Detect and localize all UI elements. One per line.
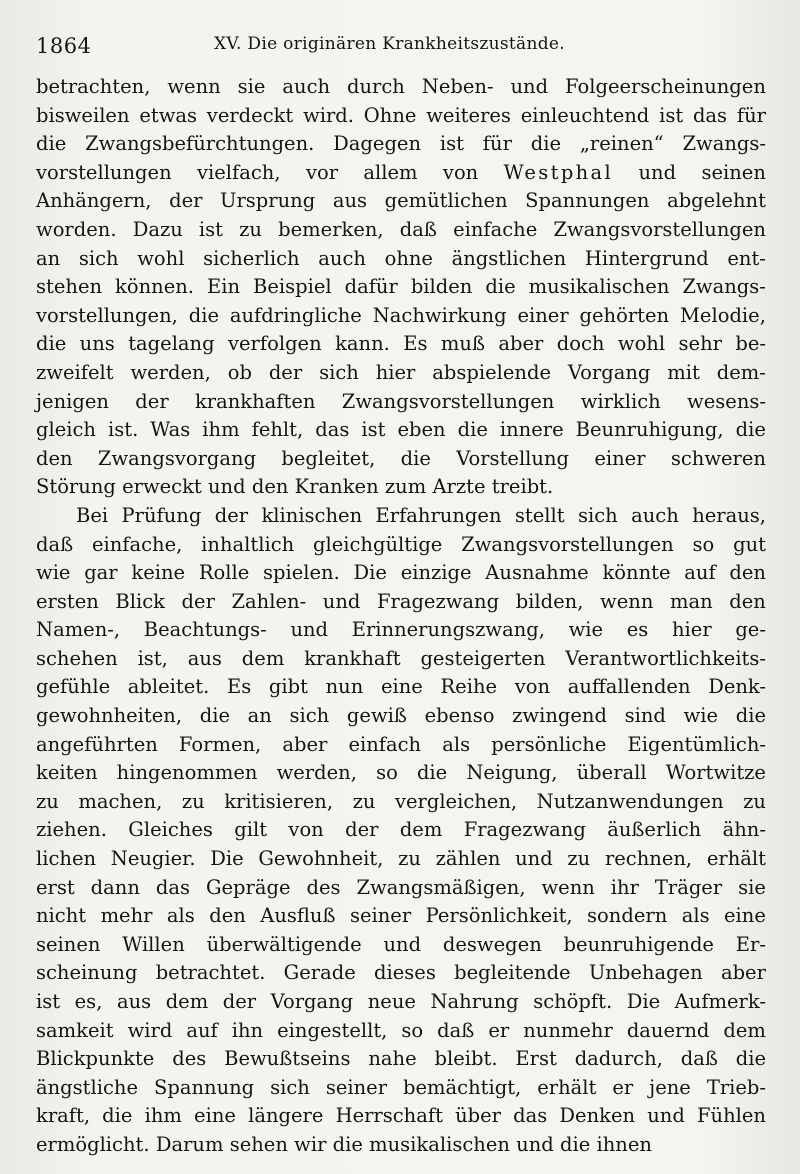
text-line: jenigen der krankhaften Zwangsvorstellungen wirklich wesens- [36, 389, 766, 413]
text-line: Störung erweckt und den Kranken zum Arzte treibt. [36, 475, 554, 499]
text-line: ermöglicht. Darum sehen wir die musikalischen und die ihnen [36, 1132, 652, 1156]
text-line: Bei Prüfung der klinischen Erfahrungen stellt sich auch heraus, [76, 503, 766, 527]
text-line: stehen können. Ein Beispiel dafür bilden die musikalischen Zwangs- [36, 275, 766, 299]
page-number: 1864 [36, 34, 92, 58]
text-line: schehen ist, aus dem krankhaft gesteigerten Verantwortlichkeits- [36, 646, 766, 670]
text-line: vorstellungen, die aufdringliche Nachwirkung einer gehörten Melodie, [36, 303, 766, 327]
text-line: die uns tagelang verfolgen kann. Es muß aber doch wohl sehr be- [36, 332, 766, 356]
text-line: keiten hingenommen werden, so die Neigung, überall Wortwitze [36, 761, 766, 785]
text-line: betrachten, wenn sie auch durch Neben- und Folgeerscheinungen [36, 75, 766, 98]
text-line: Namen-, Beachtungs- und Erinnerungszwang, wie es hier ge- [36, 618, 766, 642]
text-line: zweifelt werden, ob der sich hier abspielende Vorgang mit dem- [36, 360, 766, 384]
body-text [36, 73, 766, 1160]
text-line: gefühle ableitet. Es gibt nun eine Reihe von auffallenden Denk- [36, 675, 766, 699]
text-line: gleich ist. Was ihm fehlt, das ist eben die innere Beunruhigung, die [36, 418, 766, 442]
text-line: lichen Neugier. Die Gewohnheit, zu zählen und zu rechnen, erhält [36, 847, 766, 871]
text-line: angeführten Formen, aber einfach als persönliche Eigentümlich- [36, 732, 766, 756]
running-title: XV. Die originären Krankheitszustände. [214, 34, 565, 54]
text-line: ängstliche Spannung sich seiner bemächtigt, erhält er jene Trieb- [36, 1075, 766, 1099]
text-line: zu machen, zu kritisieren, zu vergleichen, Nutzanwendungen zu [36, 789, 766, 813]
text-line: bisweilen etwas verdeckt wird. Ohne weiteres einleuchtend ist das für [36, 103, 766, 127]
text-line: worden. Dazu ist zu bemerken, daß einfache Zwangsvorstellungen [36, 217, 766, 241]
text-line: wie gar keine Rolle spielen. Die einzige Ausnahme könnte auf den [36, 561, 766, 585]
text-line: ist es, aus dem der Vorgang neue Nahrung schöpft. Die Aufmerk- [36, 990, 766, 1013]
text-line: den Zwangsvorgang begleitet, die Vorstellung einer schweren [36, 446, 766, 470]
text-line: die Zwangsbefürchtungen. Dagegen ist für die „reinen“ Zwangs- [36, 132, 766, 156]
text-line: Anhängern, der Ursprung aus gemütlichen Spannungen abgelehnt [36, 189, 766, 213]
text-line: an sich wohl sicherlich auch ohne ängstlichen Hintergrund ent- [36, 246, 766, 270]
text-line: samkeit wird auf ihn eingestellt, so daß er nunmehr dauernd dem [36, 1018, 766, 1042]
text-line: kraft, die ihm eine längere Herrschaft über das Denken und Fühlen [36, 1104, 766, 1128]
text-line: ziehen. Gleiches gilt von der dem Fragezwang äußerlich ähn- [36, 818, 766, 842]
text-line: vorstellungen vielfach, vor allem von Westphal und seinen [36, 160, 766, 184]
text-line: Blickpunkte des Bewußtseins nahe bleibt. Erst dadurch, daß die [36, 1047, 766, 1071]
text-line: erst dann das Gepräge des Zwangsmäßigen, wenn ihr Träger sie [36, 875, 766, 899]
text-line: gewohnheiten, die an sich gewiß ebenso zwingend sind wie die [36, 704, 766, 728]
page-header [36, 30, 766, 60]
text-line: daß einfache, inhaltlich gleichgültige Zwangsvorstellungen so gut [36, 532, 766, 556]
text-line: scheinung betrachtet. Gerade dieses begleitende Unbehagen aber [36, 961, 766, 985]
text-line: nicht mehr als den Ausfluß seiner Persönlichkeit, sondern als eine [36, 904, 766, 928]
text-line: seinen Willen überwältigende und deswegen beunruhigende Er- [36, 932, 766, 956]
text-line: ersten Blick der Zahlen- und Fragezwang bilden, wenn man den [36, 589, 766, 613]
